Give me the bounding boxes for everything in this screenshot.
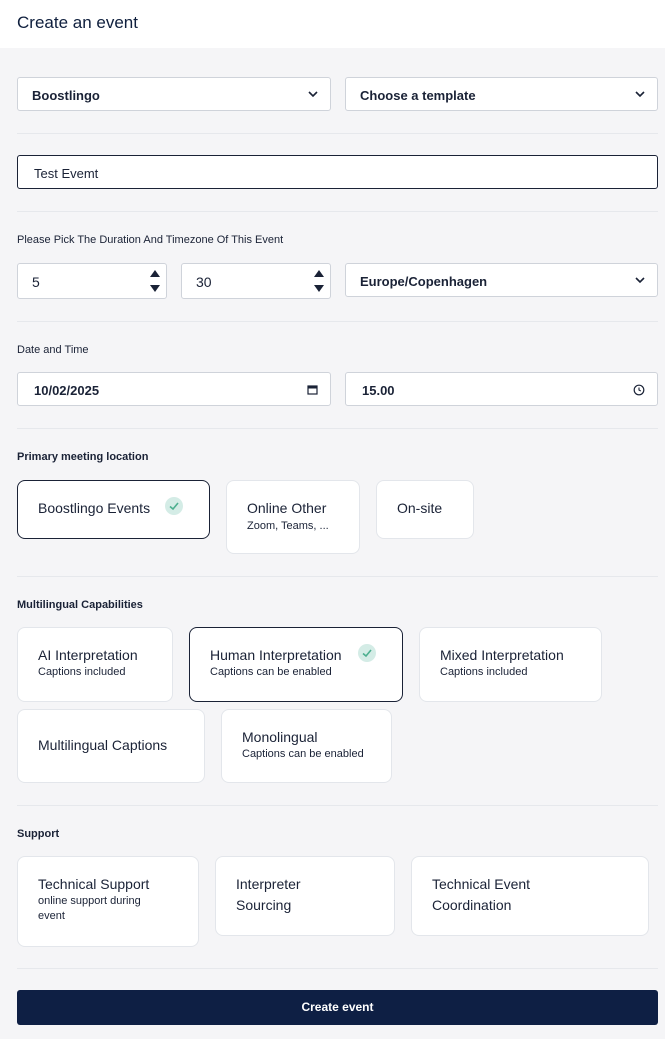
stepper-arrows[interactable]: [144, 264, 166, 298]
timezone-select[interactable]: [345, 263, 658, 297]
event-name-input[interactable]: [17, 155, 658, 189]
stepper-down-icon[interactable]: [150, 285, 160, 292]
stepper-down-icon[interactable]: [314, 285, 324, 292]
multilingual-option-subtitle: Captions included: [440, 666, 528, 678]
multilingual-option-title: Multilingual Captions: [38, 737, 168, 753]
event-name-value: Test Evemt: [34, 166, 99, 181]
multilingual-option-subtitle: Captions can be enabled: [242, 748, 364, 760]
create-event-button-label: Create event: [301, 1000, 374, 1014]
multilingual-option-title: Monolingual: [242, 729, 318, 745]
check-icon: [358, 644, 376, 662]
divider: [17, 576, 658, 577]
duration-hours-stepper[interactable]: [17, 263, 167, 299]
support-option-subtitle: event: [38, 910, 65, 922]
chevron-down-icon: [635, 275, 645, 285]
divider: [17, 211, 658, 212]
location-label: Primary meeting location: [17, 451, 149, 463]
duration-hours-value: 5: [32, 274, 40, 290]
organization-select-value: Boostlingo: [32, 88, 100, 103]
location-option-title: Online Other: [247, 500, 327, 516]
divider: [17, 805, 658, 806]
support-option-title: Coordination: [432, 897, 512, 913]
datetime-label: Date and Time: [17, 344, 89, 356]
create-event-button[interactable]: [17, 990, 658, 1025]
stepper-arrows[interactable]: [308, 264, 330, 298]
chevron-down-icon: [308, 89, 318, 99]
stepper-up-icon[interactable]: [314, 270, 324, 277]
location-option-title: Boostlingo Events: [38, 500, 151, 516]
support-option-title: Interpreter: [236, 876, 301, 892]
multilingual-option-monolingual[interactable]: [221, 709, 392, 783]
organization-select[interactable]: [17, 77, 331, 111]
multilingual-option-ai-interpretation[interactable]: [17, 627, 173, 702]
page-header: [0, 0, 665, 48]
date-value: 10/02/2025: [34, 383, 100, 398]
date-input[interactable]: [17, 372, 331, 406]
divider: [17, 321, 658, 322]
timezone-select-value: Europe/Copenhagen: [360, 274, 488, 289]
divider: [17, 428, 658, 429]
support-option-title: Technical Event: [432, 876, 531, 892]
multilingual-option-human-interpretation[interactable]: [189, 627, 403, 702]
multilingual-option-title: Mixed Interpretation: [440, 647, 564, 663]
support-option-interpreter-sourcing[interactable]: [215, 856, 395, 936]
template-select[interactable]: [345, 77, 658, 111]
location-option-boostlingo-events[interactable]: [17, 480, 210, 539]
duration-minutes-value: 30: [196, 274, 212, 290]
location-option-title: On-site: [397, 500, 443, 516]
chevron-down-icon: [635, 89, 645, 99]
template-select-value: Choose a template: [360, 88, 476, 103]
duration-minutes-stepper[interactable]: [181, 263, 331, 299]
support-option-title: Technical Support: [38, 876, 150, 892]
location-option-subtitle: Zoom, Teams, ...: [247, 520, 329, 532]
support-option-technical-support[interactable]: [17, 856, 199, 947]
multilingual-option-subtitle: Captions included: [38, 666, 126, 678]
support-option-title: Sourcing: [236, 897, 292, 913]
stepper-up-icon[interactable]: [150, 270, 160, 277]
divider: [17, 968, 658, 969]
multilingual-option-mixed-interpretation[interactable]: [419, 627, 602, 702]
support-option-subtitle: online support during: [38, 895, 141, 907]
multilingual-option-subtitle: Captions can be enabled: [210, 666, 332, 678]
page-title: Create an event: [17, 13, 138, 32]
clock-icon[interactable]: [633, 384, 645, 396]
time-value: 15.00: [362, 383, 395, 398]
check-icon: [165, 497, 183, 515]
support-label: Support: [17, 828, 60, 840]
location-option-online-other[interactable]: [226, 480, 360, 554]
divider: [17, 133, 658, 134]
multilingual-label: Multilingual Capabilities: [17, 599, 143, 611]
multilingual-option-multilingual-captions[interactable]: [17, 709, 205, 783]
support-option-technical-event-coordination[interactable]: [411, 856, 649, 936]
duration-label: Please Pick The Duration And Timezone Of This Event: [17, 234, 284, 246]
multilingual-option-title: AI Interpretation: [38, 647, 138, 663]
time-input[interactable]: [345, 372, 658, 406]
location-option-on-site[interactable]: [376, 480, 474, 539]
multilingual-option-title: Human Interpretation: [210, 647, 342, 663]
calendar-icon[interactable]: [307, 384, 318, 395]
